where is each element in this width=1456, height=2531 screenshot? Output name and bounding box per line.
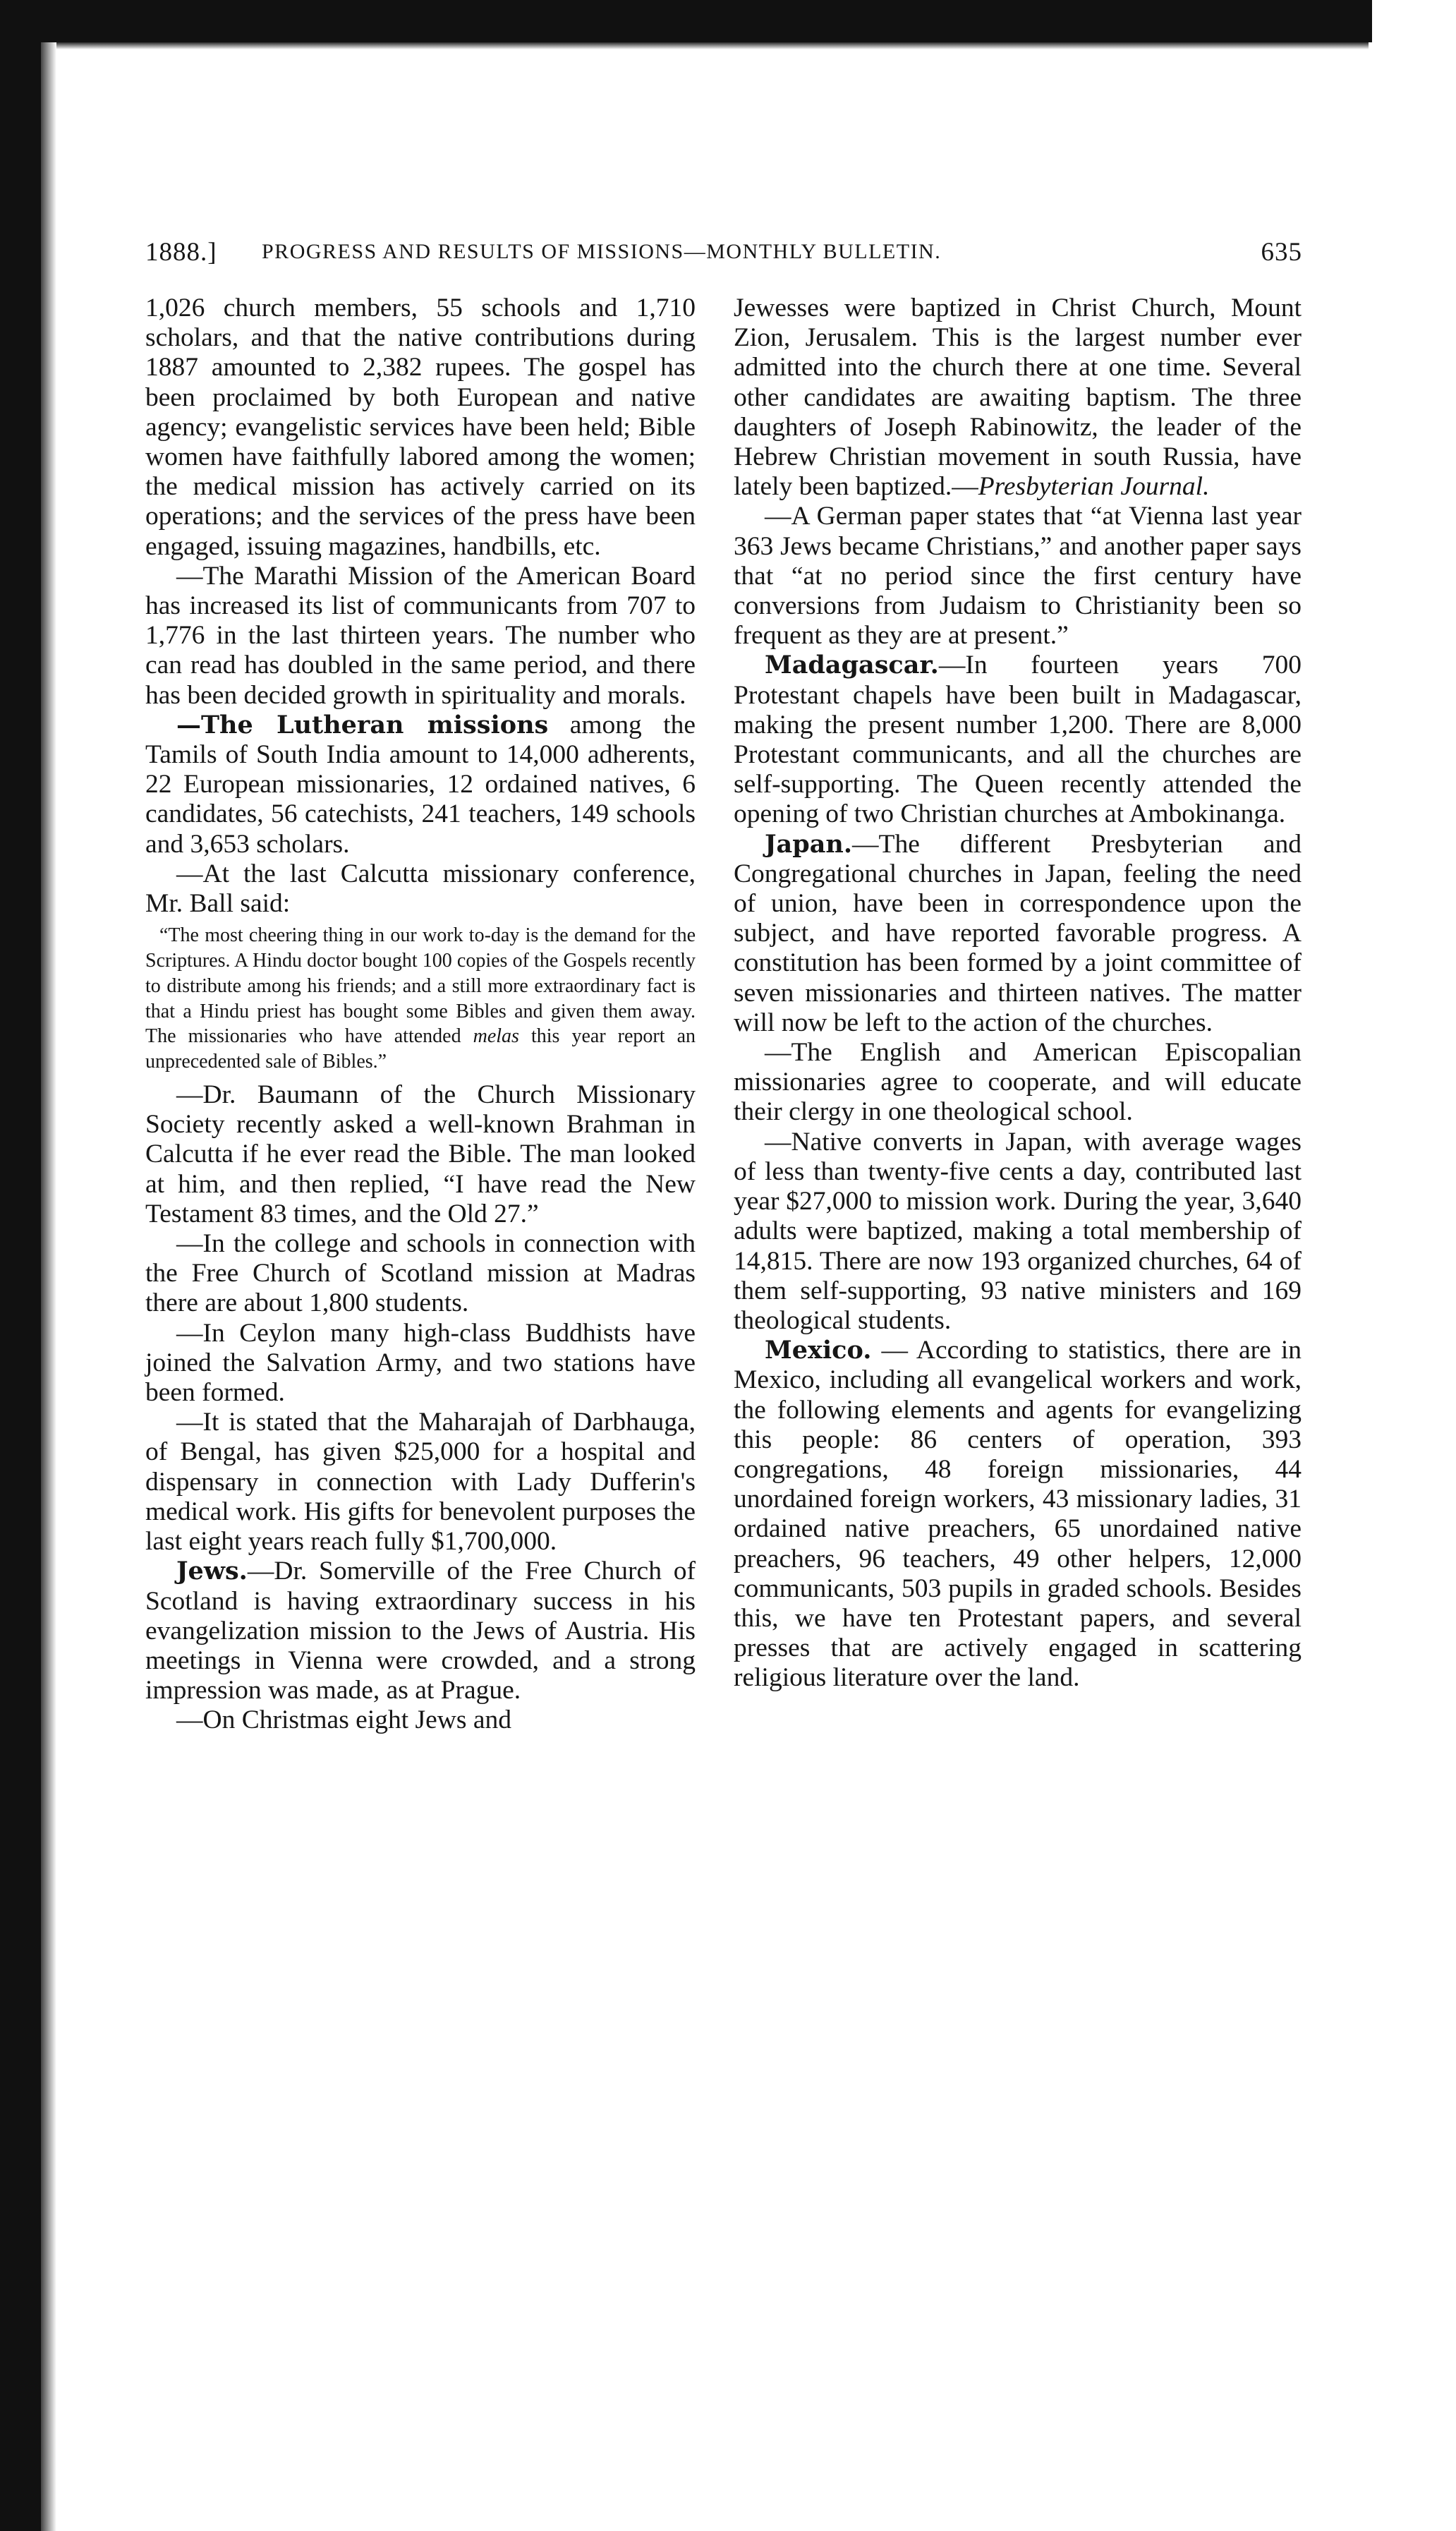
block-quote [145, 923, 696, 1075]
page-number: 635 [1261, 238, 1302, 267]
paragraph: —The Marathi Mission of the American Board has increased its list of communicants from 707 to 1,776 in the last thirteen years. The number who can read has doubled in the same period, and there has been decided growth in spirituality and morals. [145, 561, 696, 710]
right-column [734, 294, 1302, 1693]
section-heading: —The Lutheran missions [176, 710, 549, 739]
paragraph-text: —The different Presbyterian and Congregational churches in Japan, feeling the need of union, have been in correspondence upon the subject, and have reported favorable progress. A constitution has been formed by a joint committee of seven missionaries and thirteen natives. The matter will now be left to the action of the churches. [734, 829, 1302, 1037]
paragraph-text: among the Tamils of South India amount to 14,000 adherents, 22 European missionaries, 12 ordained natives, 6 candidates, 56 catechists, 241 teachers, 149 schools and 3,653 scholars. [145, 710, 696, 859]
left-column [145, 294, 696, 1736]
source-citation: Presbyterian Journal. [978, 472, 1210, 502]
paragraph: —Native converts in Japan, with average wages of less than twenty-five cents a day, contributed last year $27,000 to mission work. During the year, 3,640 adults were baptized, making a total membership of 14,815. There are now 193 organized churches, 64 of them self-supporting, 93 native ministers and 169 theological students. [734, 1127, 1302, 1335]
paragraph-text: — According to statistics, there are in Mexico, including all evangelical workers and work, the following elements and agents for evangelizing this people: 86 centers of operation, 393 congregations, 48 foreign missionaries, 44 unordained foreign workers, 43 missionary ladies, 31 ordained native preachers, 65 unordained native preachers, 96 teachers, 49 other helpers, 12,000 communicants, 503 pupils in graded schools. Besides this, we have ten Protestant papers, and several presses that are actively engaged in scattering religious literature over the land. [734, 1336, 1302, 1693]
quote-text: this year report an unprecedented sale of Bibles.” [145, 1025, 696, 1073]
section-heading: Madagascar. [765, 651, 939, 680]
paragraph [145, 1557, 696, 1705]
quote-emphasis: melas [473, 1025, 519, 1048]
running-head [145, 237, 1302, 271]
section-heading: Mexico. [765, 1336, 872, 1365]
paragraph: —The English and American Episcopalian missionaries agree to cooperate, and will educate their clergy in one theological school. [734, 1038, 1302, 1127]
paragraph: —A German paper states that “at Vienna last year 363 Jews became Christians,” and another paper says that “at no period since the first century have conversions from Judaism to Christianity been so frequent as they are at present.” [734, 502, 1302, 651]
paragraph: 1,026 church members, 55 schools and 1,710 scholars, and that the native contributions during 1887 amounted to 2,382 rupees. The gospel has been proclaimed by both European and native agency; evangelistic services have been held; Bible women have faithfully labored among the women; the medical mission has actively carried on its operations; and the services of the press have been engaged, issuing magazines, handbills, etc. [145, 294, 696, 561]
paragraph [734, 294, 1302, 502]
paragraph: —It is stated that the Maharajah of Darbhauga, of Bengal, has given $25,000 for a hospital and dispensary in connection with Lady Dufferin's medical work. His gifts for benevolent purposes the last eight years reach fully $1,700,000. [145, 1408, 696, 1557]
paragraph [734, 830, 1302, 1038]
paragraph-text: —Dr. Somerville of the Free Church of Scotland is having extraordinary success in his evangelization mission to the Jews of Austria. His meetings in Vienna were crowded, and a strong impression was made, as at Prague. [145, 1557, 696, 1705]
section-heading: Jews. [176, 1557, 248, 1586]
paragraph [145, 711, 696, 859]
paragraph [734, 1336, 1302, 1693]
scan-left-border-shadow [41, 42, 56, 2531]
scan-top-border-shadow [42, 42, 1369, 49]
section-heading: Japan. [765, 829, 853, 859]
paragraph: —In Ceylon many high-class Buddhists have joined the Salvation Army, and two stations have been formed. [145, 1318, 696, 1408]
scan-left-border [0, 0, 41, 2531]
paragraph: —In the college and schools in connection with the Free Church of Scotland mission at Madras there are about 1,800 students. [145, 1229, 696, 1318]
paragraph [734, 651, 1302, 829]
quote-text: “The most cheering thing in our work to-day is the demand for the Scriptures. A Hindu doctor bought 100 copies of the Gospels recently to distribute among his friends; and a still more extraordinary fact is that a Hindu priest has bought some Bibles and given them away. The missionaries who have attended [145, 924, 696, 1048]
running-head-title: PROGRESS AND RESULTS OF MISSIONS—MONTHLY BULLETIN. [262, 240, 942, 263]
paragraph: —At the last Calcutta missionary conference, Mr. Ball said: [145, 859, 696, 919]
paragraph: —Dr. Baumann of the Church Missionary Society recently asked a well-known Brahman in Calcutta if he ever read the Bible. The man looked at him, and then replied, “I have read the New Testament 83 times, and the Old 27.” [145, 1080, 696, 1228]
paragraph-text: —In fourteen years 700 Protestant chapels have been built in Madagascar, making the present number 1,200. There are 8,000 Protestant communicants, and all the churches are self-supporting. The Queen recently attended the opening of two Christian churches at Ambokinanga. [734, 651, 1302, 829]
paragraph-text: Jewesses were baptized in Christ Church, Mount Zion, Jerusalem. This is the largest number ever admitted into the church there at one time. Several other candidates are awaiting baptism. The three daughters of Joseph Rabinowitz, the leader of the Hebrew Christian movement in south Russia, have lately been baptized.— [734, 294, 1302, 502]
running-head-year: 1888.] [145, 238, 217, 267]
paragraph: —On Christmas eight Jews and [176, 1705, 511, 1735]
scan-top-border [0, 0, 1372, 42]
